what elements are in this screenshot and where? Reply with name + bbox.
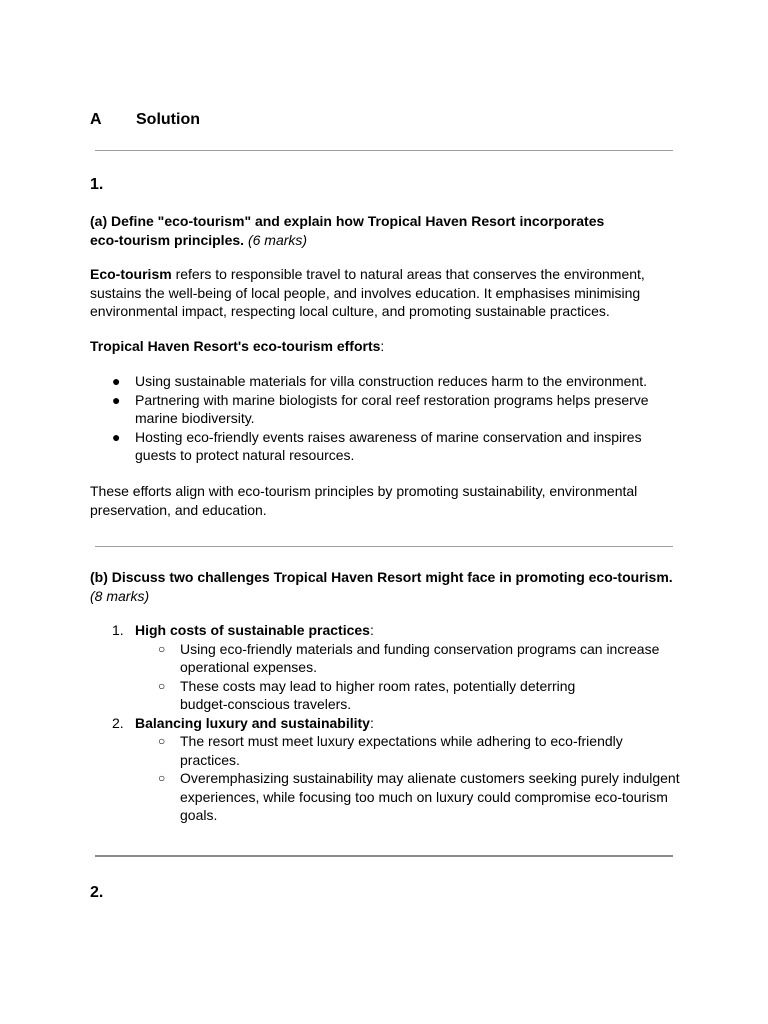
efforts-list xyxy=(90,372,650,465)
section-letter: A xyxy=(90,111,102,128)
circle-bullet-icon: ○ xyxy=(158,734,166,748)
divider-bottom xyxy=(95,855,673,857)
list-item-text: The resort must meet luxury expectations while adhering to eco-friendly practices. xyxy=(180,733,623,768)
list-item xyxy=(135,640,680,677)
list-item-text: Using sustainable materials for villa construction reduces harm to the environment. xyxy=(135,373,648,389)
list-item-text: Overemphasizing sustainability may alienate customers seeking purely indulgent experiences, while focusing too much on luxury could compromise eco-tourism goals. xyxy=(180,770,680,823)
circle-bullet-icon: ○ xyxy=(158,771,166,785)
part-a-marks: (6 marks) xyxy=(247,231,308,248)
divider-middle xyxy=(95,546,673,547)
list-item-text: Hosting eco-friendly events raises awareness of marine conservation and inspires guests to protect natural resources. xyxy=(135,428,642,463)
divider-top xyxy=(95,150,673,151)
challenge-title: Balancing luxury and sustainability xyxy=(135,714,370,731)
question-2-number: 2. xyxy=(90,884,104,901)
challenge-points xyxy=(135,640,680,714)
challenge-title: High costs of sustainable practices xyxy=(135,622,370,638)
challenge-points xyxy=(135,732,680,825)
list-item xyxy=(135,677,680,714)
challenges-list xyxy=(90,621,680,825)
bullet-icon: ● xyxy=(112,373,121,389)
definition-paragraph xyxy=(90,265,650,321)
part-a-prompt xyxy=(90,212,620,249)
list-item xyxy=(135,732,680,769)
list-item xyxy=(90,621,680,714)
circle-bullet-icon: ○ xyxy=(158,641,166,656)
list-item-text: Using eco-friendly materials and funding conservation programs can increase operational expenses. xyxy=(180,640,660,675)
bullet-icon: ● xyxy=(112,428,121,445)
definition-text: refers to responsible travel to natural areas that conserves the environment, sustains the well-being of local people, and involves education. It emphasises minimising environmental impact, respecting local culture, and promoting sustainable practices. xyxy=(90,266,645,319)
part-b-marks: (8 marks) xyxy=(90,587,150,604)
conclusion-paragraph: These efforts align with eco-tourism principles by promoting sustainability, environmental preservation, and education. xyxy=(90,483,638,518)
circle-bullet-icon: ○ xyxy=(158,678,166,693)
part-b-prompt xyxy=(90,568,680,605)
part-a-question: (a) Define "eco-tourism" and explain how Tropical Haven Resort incorporates eco-tourism principles. xyxy=(90,213,605,248)
list-item xyxy=(90,372,650,391)
challenge-number: 1. xyxy=(112,622,124,638)
efforts-heading-colon: : xyxy=(380,338,385,354)
challenge-number: 2. xyxy=(112,714,124,731)
section-title: Solution xyxy=(136,111,200,128)
list-item-text: These costs may lead to higher room rates, potentially deterring budget-conscious travelers. xyxy=(180,677,576,712)
efforts-heading xyxy=(90,337,680,356)
section-heading xyxy=(90,110,200,130)
list-item xyxy=(135,769,680,825)
list-item xyxy=(90,428,650,465)
challenge-colon: : xyxy=(369,622,374,638)
question-1-number: 1. xyxy=(90,176,104,193)
challenge-colon: : xyxy=(369,714,374,731)
list-item-text: Partnering with marine biologists for coral reef restoration programs helps preserve marine biodiversity. xyxy=(135,391,649,426)
list-item xyxy=(90,714,680,825)
efforts-heading-text: Tropical Haven Resort's eco-tourism efforts xyxy=(90,338,381,354)
bullet-icon: ● xyxy=(112,391,121,408)
definition-term: Eco-tourism xyxy=(90,266,172,282)
part-b-question: (b) Discuss two challenges Tropical Haven Resort might face in promoting eco-tourism. xyxy=(90,569,673,585)
list-item xyxy=(90,391,650,428)
